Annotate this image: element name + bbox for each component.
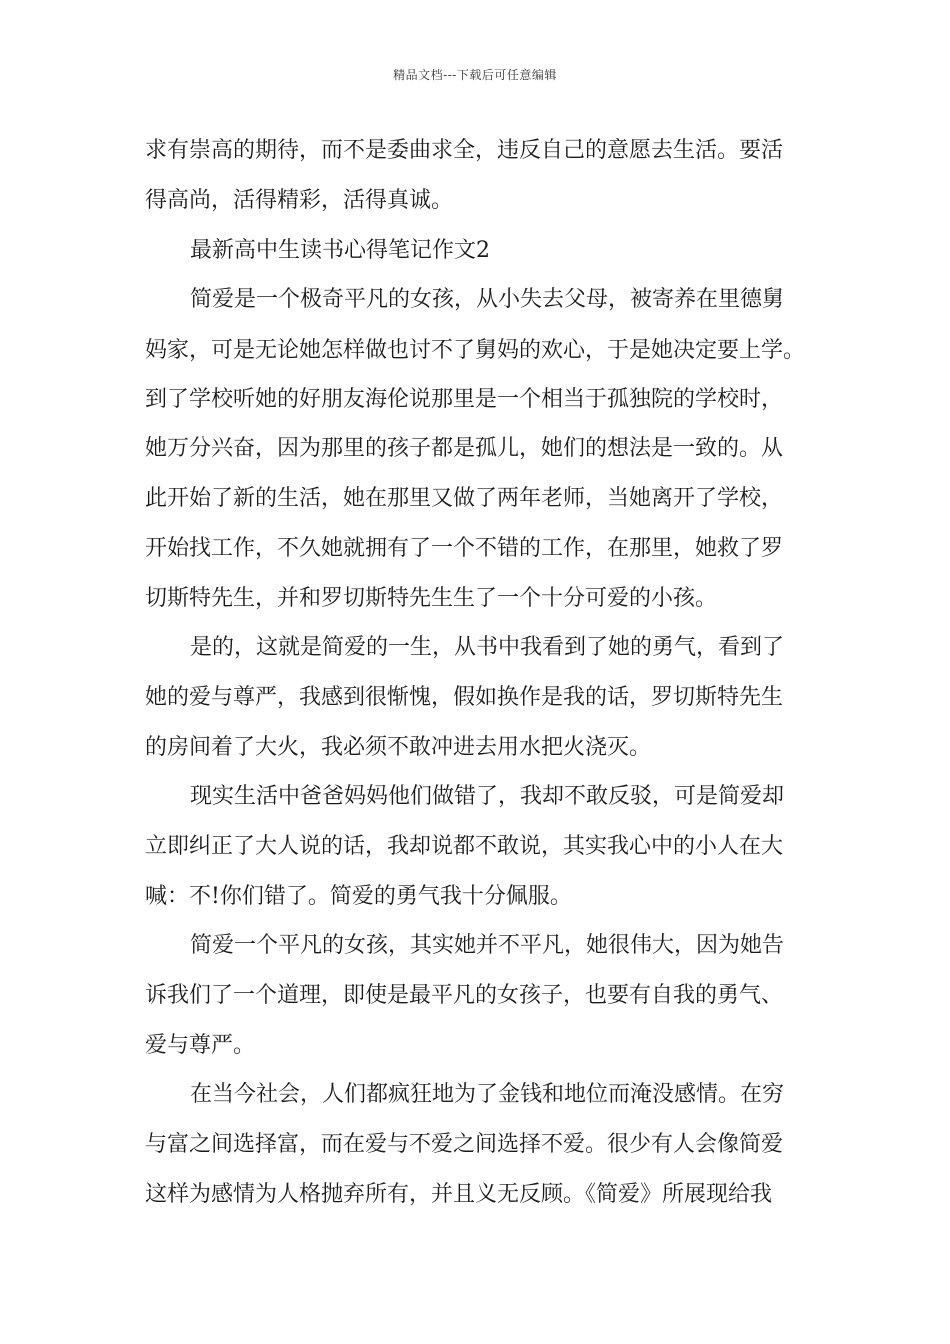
text-line: 妈家，可是无论她怎样做也讨不了舅妈的欢心，于是她决定要上学。: [145, 338, 806, 363]
text-line: 切斯特先生，并和罗切斯特先生生了一个十分可爱的小孩。: [145, 586, 718, 611]
text-line: 得高尚，活得精彩，活得真诚。: [145, 188, 454, 213]
text-line: 爱与尊严。: [145, 1033, 256, 1058]
text-line: 她的爱与尊严，我感到很惭愧，假如换作是我的话，罗切斯特先生: [145, 685, 784, 710]
text-line: 简爱是一个极奇平凡的女孩，从小失去父母，被寄养在里德舅: [190, 287, 785, 312]
text-line: 简爱一个平凡的女孩，其实她并不平凡，她很伟大，因为她告: [190, 933, 785, 958]
text-line: 开始找工作，不久她就拥有了一个不错的工作，在那里，她救了罗: [145, 536, 784, 561]
text-line: 的房间着了大火，我必须不敢冲进去用水把火浇灭。: [145, 735, 652, 760]
text-line: 立即纠正了大人说的话，我却说都不敢说，其实我心中的小人在大: [145, 834, 784, 859]
text-line: 她万分兴奋，因为那里的孩子都是孤儿，她们的想法是一致的。从: [145, 436, 784, 461]
text-line: 到了学校听她的好朋友海伦说那里是一个相当于孤独院的学校时，: [145, 387, 784, 412]
text-line: 在当今社会，人们都疯狂地为了金钱和地位而淹没感情。在穷: [190, 1082, 785, 1107]
text-line: 求有崇高的期待，而不是委曲求全，违反自己的意愿去生活。要活: [145, 138, 784, 163]
text-line: 喊：不!你们错了。简爱的勇气我十分佩服。: [145, 884, 572, 909]
page-header: 精品文档---下载后可任意编辑: [393, 68, 557, 82]
text-line: 与富之间选择富，而在爱与不爱之间选择不爱。很少有人会像简爱: [145, 1132, 784, 1157]
text-line: 现实生活中爸爸妈妈他们做错了，我却不敢反驳，可是简爱却: [190, 784, 785, 809]
text-line: 这样为感情为人格抛弃所有，并且义无反顾。《简爱》所展现给我: [145, 1182, 773, 1207]
text-line: 诉我们了一个道理，即使是最平凡的女孩子，也要有自我的勇气、: [145, 983, 784, 1008]
text-line: 此开始了新的生活，她在那里又做了两年老师，当她离开了学校，: [145, 486, 784, 511]
text-line: 是的，这就是简爱的一生，从书中我看到了她的勇气，看到了: [190, 635, 785, 660]
section-title: 最新高中生读书心得笔记作文2: [190, 238, 490, 263]
